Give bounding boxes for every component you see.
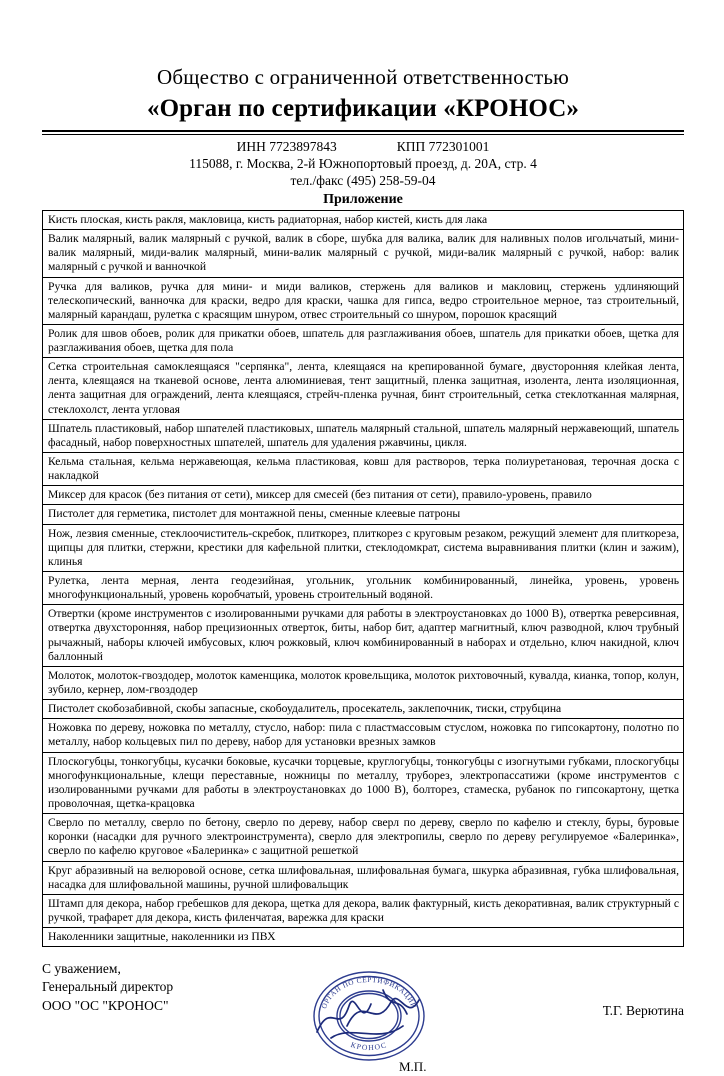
table-row bbox=[43, 505, 684, 524]
table-row bbox=[43, 814, 684, 861]
group-cell: Миксер для красок (без питания от сети), миксер для смесей (без питания от сети), правило-уровень, правило bbox=[43, 486, 684, 505]
organization-name: «Орган по сертификации «КРОНОС» bbox=[146, 95, 579, 123]
group-cell: Плоскогубцы, тонкогубцы, кусачки боковые, кусачки торцевые, круглогубцы, тонкогубцы с изогнутыми губками, плоскогубцы многофункциональные, клещи переставные, ножницы по металлу, труборез, электропассатижи (кроме инструментов с изолированными ручками для работы в электроустановках до 1000 В), болторез, стамеска, рубанок по гипсокартону, щетка проволочная, щетка-крацовка bbox=[43, 752, 684, 814]
page-title: Приложение bbox=[323, 191, 403, 207]
signatory-company: ООО "ОС "КРОНОС" bbox=[42, 997, 169, 1013]
table-row bbox=[43, 419, 684, 452]
group-cell: Сетка строительная самоклеящаяся "серпянка", лента, клеящаяся на крепированной бумаге, двусторонняя клейкая лента, лента, клеящаяся на тканевой основе, лента алюминиевая, тент защитный, пленка защитная, изолента, лента изоляционная, лента защитная для ограждений, лента клеящаяся, стрейч-пленка ручная, бинт строительный, сетка стеклотканная малярная, стеклохолст, лента угловая bbox=[43, 358, 684, 420]
product-groups-table bbox=[42, 210, 684, 947]
group-cell: Молоток, молоток-гвоздодер, молоток каменщика, молоток кровельщика, молоток рихтовочный, кувалда, кианка, топор, колун, зубило, кернер, лом-гвоздодер bbox=[43, 666, 684, 699]
seal-label: М.П. bbox=[399, 1059, 427, 1075]
table-row bbox=[43, 572, 684, 605]
group-cell: Кельма стальная, кельма нержавеющая, кельма пластиковая, ковш для растворов, терка полиуретановая, терочная доска с накладкой bbox=[43, 453, 684, 486]
group-cell: Ручка для валиков, ручка для мини- и миди валиков, стержень для валиков и макловиц, стержень удлиняющий телескопический, ванночка для краски, ведро для краски, чашка для гипса, ведро строительное мерное, таз строительный, малярный карандаш, рулетка с красящим шнуром, отвес строительный со шнуром, порошок красящий bbox=[43, 277, 684, 324]
table-row bbox=[43, 230, 684, 277]
table-row bbox=[43, 928, 684, 947]
group-cell: Отвертки (кроме инструментов с изолированными ручками для работы в электроустановках до 1000 В), отвертка реверсивная, отвертка двухсторонняя, набор прецизионных отверток, биты, набор бит, адаптер магнитный, ключ разводной, ключ трубный рычажный, наборы ключей имбусовых, ключ рожковый, ключ комбинированный в наборах и отдельно, ключ накидной, ключ баллонный bbox=[43, 605, 684, 667]
table-row bbox=[43, 752, 684, 814]
group-cell: Пистолет для герметика, пистолет для монтажной пены, сменные клеевые патроны bbox=[43, 505, 684, 524]
group-cell: Валик малярный, валик малярный с ручкой, валик в сборе, шубка для валика, валик для наливных полов игольчатый, мини-валик малярный, миди-валик малярный, мини-валик малярный с ручкой, миди-валик малярный с ручкой, набор: валик малярный с ручкой и ванночкой bbox=[43, 230, 684, 277]
product-groups-body bbox=[43, 210, 684, 946]
group-cell: Штамп для декора, набор гребешков для декора, щетка для декора, валик фактурный, кисть декоративная, валик структурный с ручкой, трафарет для декора, кисть филенчатая, варежка для краски bbox=[43, 894, 684, 927]
kpp-value: КПП 772301001 bbox=[396, 138, 490, 154]
table-row bbox=[43, 894, 684, 927]
organization-form: Общество с ограниченной ответственностью bbox=[156, 65, 570, 89]
group-cell: Кисть плоская, кисть ракля, макловица, кисть радиаторная, набор кистей, кисть для лака bbox=[43, 210, 684, 229]
table-row bbox=[43, 453, 684, 486]
table-row bbox=[43, 524, 684, 571]
svg-text:КРОНОС: КРОНОС bbox=[349, 1040, 389, 1053]
table-row bbox=[43, 277, 684, 324]
phone-fax: тел./факс (495) 258-59-04 bbox=[290, 173, 436, 189]
group-cell: Нож, лезвия сменные, стеклоочиститель-скребок, плиткорез, плиткорез с круговым резаком, режущий элемент для плиткореза, щипцы для плитки, стержни, крестики для кафельной плитки, стеклодомкрат, система выравнивания плитки (клин и зажим), клинья bbox=[43, 524, 684, 571]
seal-stamp-icon bbox=[287, 966, 457, 1066]
postal-address: 115088, г. Москва, 2-й Южнопортовый проезд, д. 20А, стр. 4 bbox=[189, 155, 537, 171]
signature-block bbox=[42, 960, 684, 1075]
registration-ids bbox=[42, 139, 684, 155]
table-row bbox=[43, 861, 684, 894]
closing-line: С уважением, bbox=[42, 961, 121, 977]
table-row bbox=[43, 358, 684, 420]
group-cell: Пистолет скобозабивной, скобы запасные, скобоудалитель, просекатель, заклепочник, тиски, струбцина bbox=[43, 700, 684, 719]
signatory-name: Т.Г. Верютина bbox=[602, 1003, 684, 1019]
table-row bbox=[43, 605, 684, 667]
table-row bbox=[43, 719, 684, 752]
official-seal bbox=[287, 966, 457, 1075]
table-row bbox=[43, 486, 684, 505]
table-row bbox=[43, 210, 684, 229]
svg-text:ОРГАН ПО СЕРТИФИКАЦИИ: ОРГАН ПО СЕРТИФИКАЦИИ bbox=[320, 976, 418, 1011]
group-cell: Наколенники защитные, наколенники из ПВХ bbox=[43, 928, 684, 947]
group-cell: Ролик для швов обоев, ролик для прикатки обоев, шпатель для разглаживания обоев, шпатель для прикатки обоев, щетка для разглаживания обоев, щетка для пола bbox=[43, 324, 684, 357]
header-divider bbox=[42, 130, 684, 135]
signatory-position: Генеральный директор bbox=[42, 979, 174, 995]
group-cell: Рулетка, лента мерная, лента геодезийная, угольник, угольник комбинированный, линейка, уровень, уровень многофункциональный, уровень коробчатый, уровень строительный водяной. bbox=[43, 572, 684, 605]
group-cell: Шпатель пластиковый, набор шпателей пластиковых, шпатель малярный стальной, шпатель малярный нержавеющий, шпатель фасадный, набор поверхностных шпателей, шпатель для удаления ржавчины, цикля. bbox=[43, 419, 684, 452]
group-cell: Ножовка по дереву, ножовка по металлу, стусло, набор: пила с пластмассовым стуслом, ножовка по гипсокартону, полотно по металлу, набор кольцевых пил по дереву, набор для установки врезных замков bbox=[43, 719, 684, 752]
table-row bbox=[43, 700, 684, 719]
table-row bbox=[43, 324, 684, 357]
table-row bbox=[43, 666, 684, 699]
group-cell: Круг абразивный на велюровой основе, сетка шлифовальная, шлифовальная бумага, шкурка абразивная, губка шлифовальная, насадка для шлифовальной машины, ручной шлифовальщик bbox=[43, 861, 684, 894]
group-cell: Сверло по металлу, сверло по бетону, сверло по дереву, набор сверл по дереву, сверло по кафелю и стеклу, буры, буровые коронки (насадки для ручного электроинструмента), сверло для электропилы, сверло по дереву регулируемое «Балеринка», сверло по кафелю круговое «Балеринка» с защитной решеткой bbox=[43, 814, 684, 861]
inn-value: ИНН 7723897843 bbox=[236, 138, 337, 154]
